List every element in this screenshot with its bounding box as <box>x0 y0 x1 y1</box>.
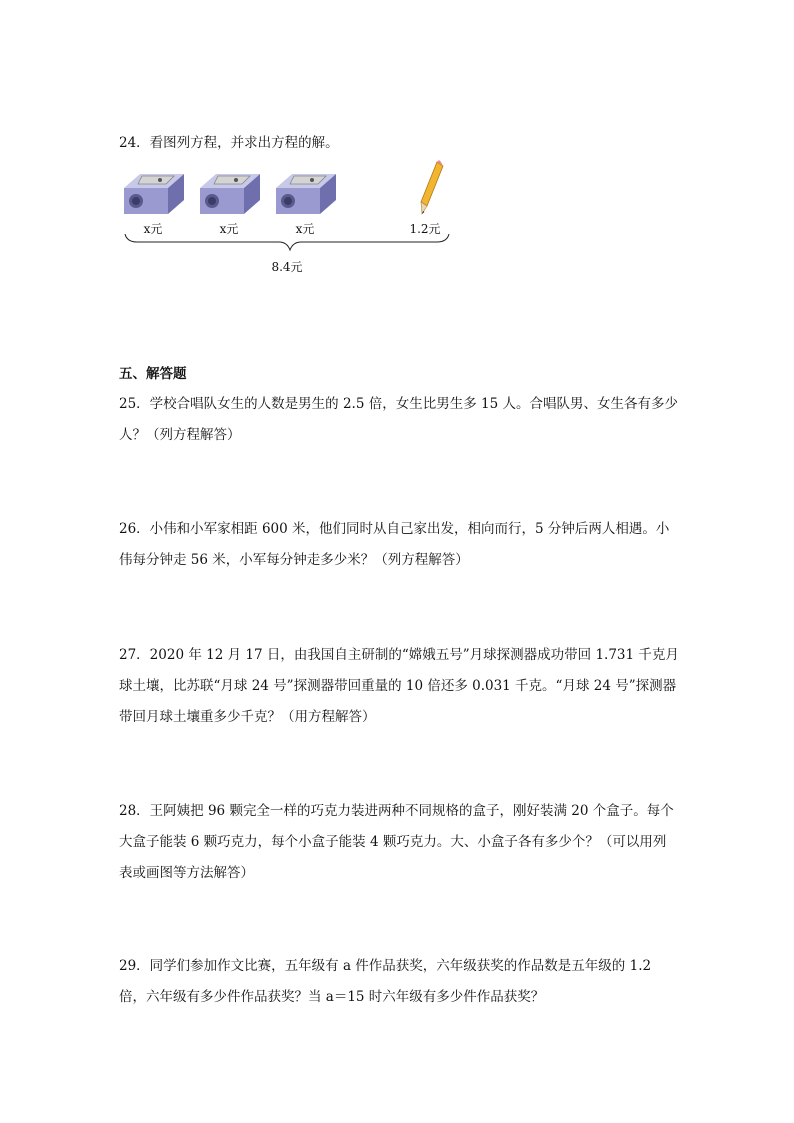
question-27: 27．2020 年 12 月 17 日，由我国自主研制的“嫦娥五号”月球探测器成功带回 1.731 千克月球土壤，比苏联“月球 24 号”探测器带回重量的 10 倍还多 0.031 千克。“月球 24 号”探测器带回月球土壤重多少千克？（用方程解答） <box>119 647 679 725</box>
pencil-price-label: 1.2元 <box>409 222 441 236</box>
question-24: 24．看图列方程，并求出方程的解。 <box>119 135 339 151</box>
total-brace <box>115 160 465 260</box>
question-29: 29．同学们参加作文比赛，五年级有 a 件作品获奖，六年级获奖的作品数是五年级的 1.2 倍，六年级有多少件作品获奖？当 a＝15 时六年级有多少件作品获奖？ <box>119 958 652 1005</box>
question-28: 28．王阿姨把 96 颗完全一样的巧克力装进两种不同规格的盒子，刚好装满 20 个盒子。每个大盒子能装 6 颗巧克力，每个小盒子能装 4 颗巧克力。大、小盒子各有多少个？（可以用列表或画图等方法解答） <box>119 803 674 881</box>
section-title: 五、解答题 <box>119 366 187 382</box>
question-26: 26．小伟和小军家相距 600 米，他们同时从自己家出发，相向而行，5 分钟后两人相遇。小伟每分钟走 56 米，小军每分钟走多少米？（列方程解答） <box>119 521 670 568</box>
question-25: 25．学校合唱队女生的人数是男生的 2.5 倍，女生比男生多 15 人。合唱队男、女生各有多少人？（列方程解答） <box>119 396 678 443</box>
sharpener-price-label: x元 <box>295 222 315 236</box>
sharpener-price-label: x元 <box>143 222 163 236</box>
sharpener-price-label: x元 <box>219 222 239 236</box>
total-price-label: 8.4元 <box>271 260 303 274</box>
